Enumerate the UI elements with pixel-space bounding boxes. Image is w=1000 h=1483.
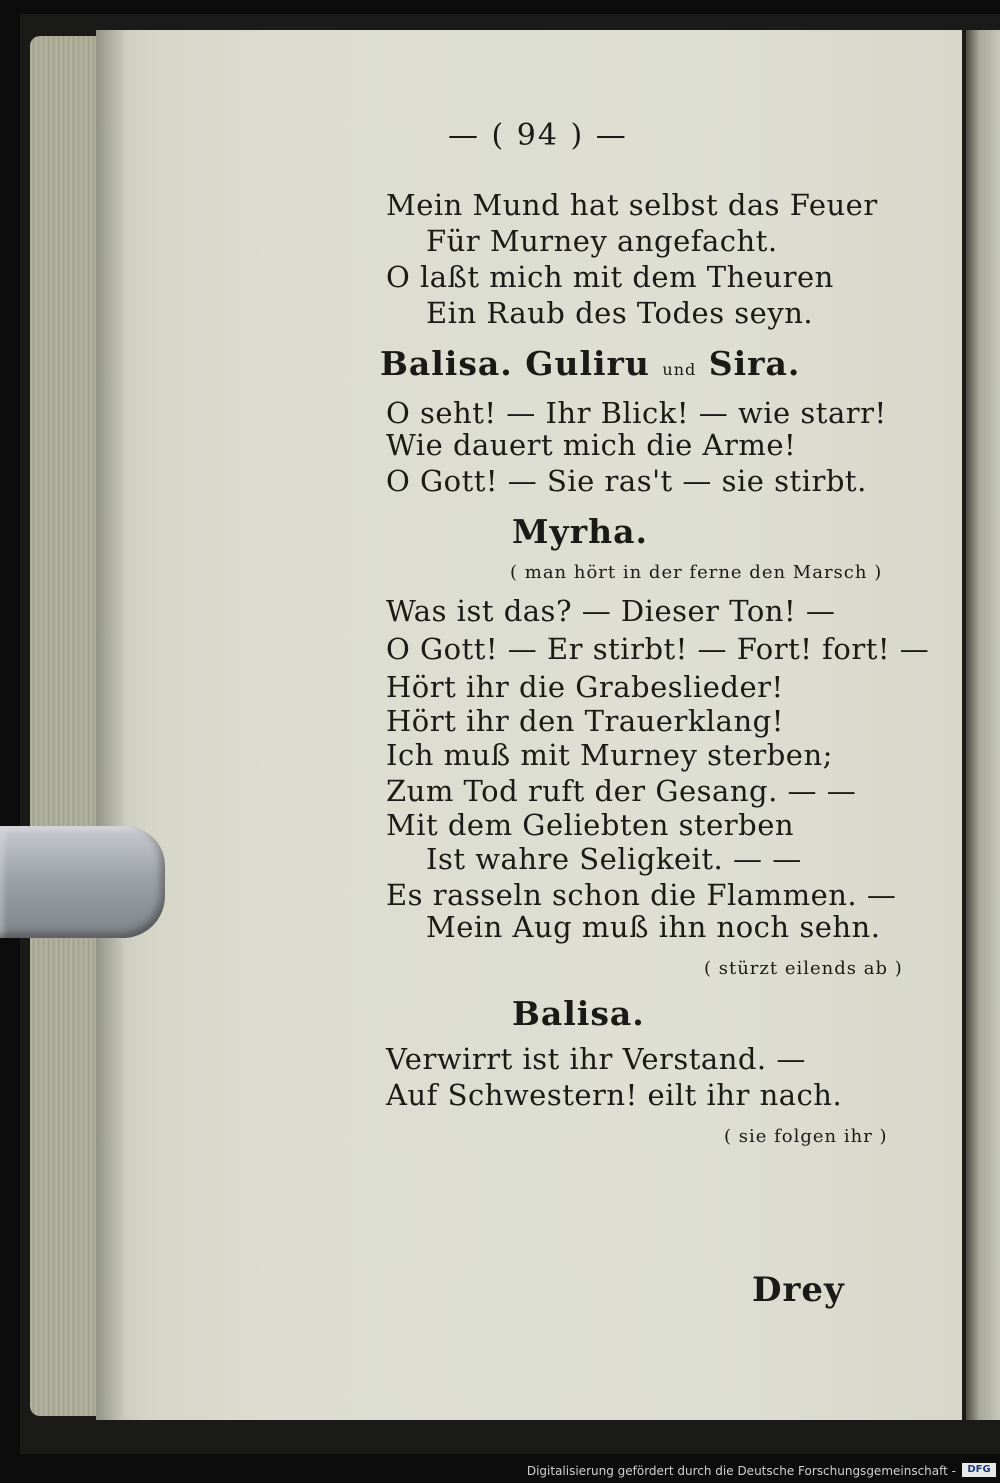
verse-line: Was ist das? — Dieser Ton! — xyxy=(386,594,836,628)
verse-line: Mein Aug muß ihn noch sehn. xyxy=(426,910,881,944)
speaker-heading: Balisa. xyxy=(512,994,645,1033)
verse-line: Ein Raub des Todes seyn. xyxy=(426,296,814,330)
page-number: — ( 94 ) — xyxy=(448,118,628,153)
verse-line: Verwirrt ist ihr Verstand. — xyxy=(386,1042,806,1076)
gutter-shadow xyxy=(96,30,126,1420)
verse-line: O Gott! — Sie ras't — sie stirbt. xyxy=(386,464,867,498)
verse-line: Mit dem Geliebten sterben xyxy=(386,808,795,842)
digitization-credit: Digitalisierung gefördert durch die Deutsche Forschungsgemeinschaft - xyxy=(526,1464,956,1478)
speaker-names: Balisa. Guliru xyxy=(380,344,650,383)
facing-page-edge xyxy=(966,30,1000,1420)
verse-line: Auf Schwestern! eilt ihr nach. xyxy=(386,1078,843,1112)
speaker-conjunction: und xyxy=(662,360,697,379)
verse-line: Ich muß mit Murney sterben; xyxy=(386,738,833,772)
catchword: Drey xyxy=(752,1270,845,1310)
thumb-holder xyxy=(0,826,165,938)
verse-line: O Gott! — Er stirbt! — Fort! fort! — xyxy=(386,632,930,666)
speaker-heading: Myrha. xyxy=(512,512,648,551)
verse-line: Wie dauert mich die Arme! xyxy=(386,428,797,462)
page-edges xyxy=(30,36,100,1416)
verse-line: Für Murney angefacht. xyxy=(426,224,778,258)
dfg-logo: DFG xyxy=(962,1463,996,1477)
verse-line: Mein Mund hat selbst das Feuer xyxy=(386,188,878,222)
verse-line: O laßt mich mit dem Theuren xyxy=(386,260,834,294)
stage-direction: ( man hört in der ferne den Marsch ) xyxy=(510,562,883,583)
stage-direction: ( sie folgen ihr ) xyxy=(724,1126,888,1147)
speaker-heading xyxy=(380,344,800,383)
verse-line: O seht! — Ihr Blick! — wie starr! xyxy=(386,396,887,430)
verse-line: Es rasseln schon die Flammen. — xyxy=(386,878,897,912)
verse-line: Hört ihr den Trauerklang! xyxy=(386,704,784,738)
verse-line: Ist wahre Seligkeit. — — xyxy=(426,842,802,876)
verse-line: Zum Tod ruft der Gesang. — — xyxy=(386,774,857,808)
speaker-name-last: Sira. xyxy=(708,344,801,383)
stage-direction: ( stürzt eilends ab ) xyxy=(704,958,903,979)
verse-line: Hört ihr die Grabeslieder! xyxy=(386,670,784,704)
